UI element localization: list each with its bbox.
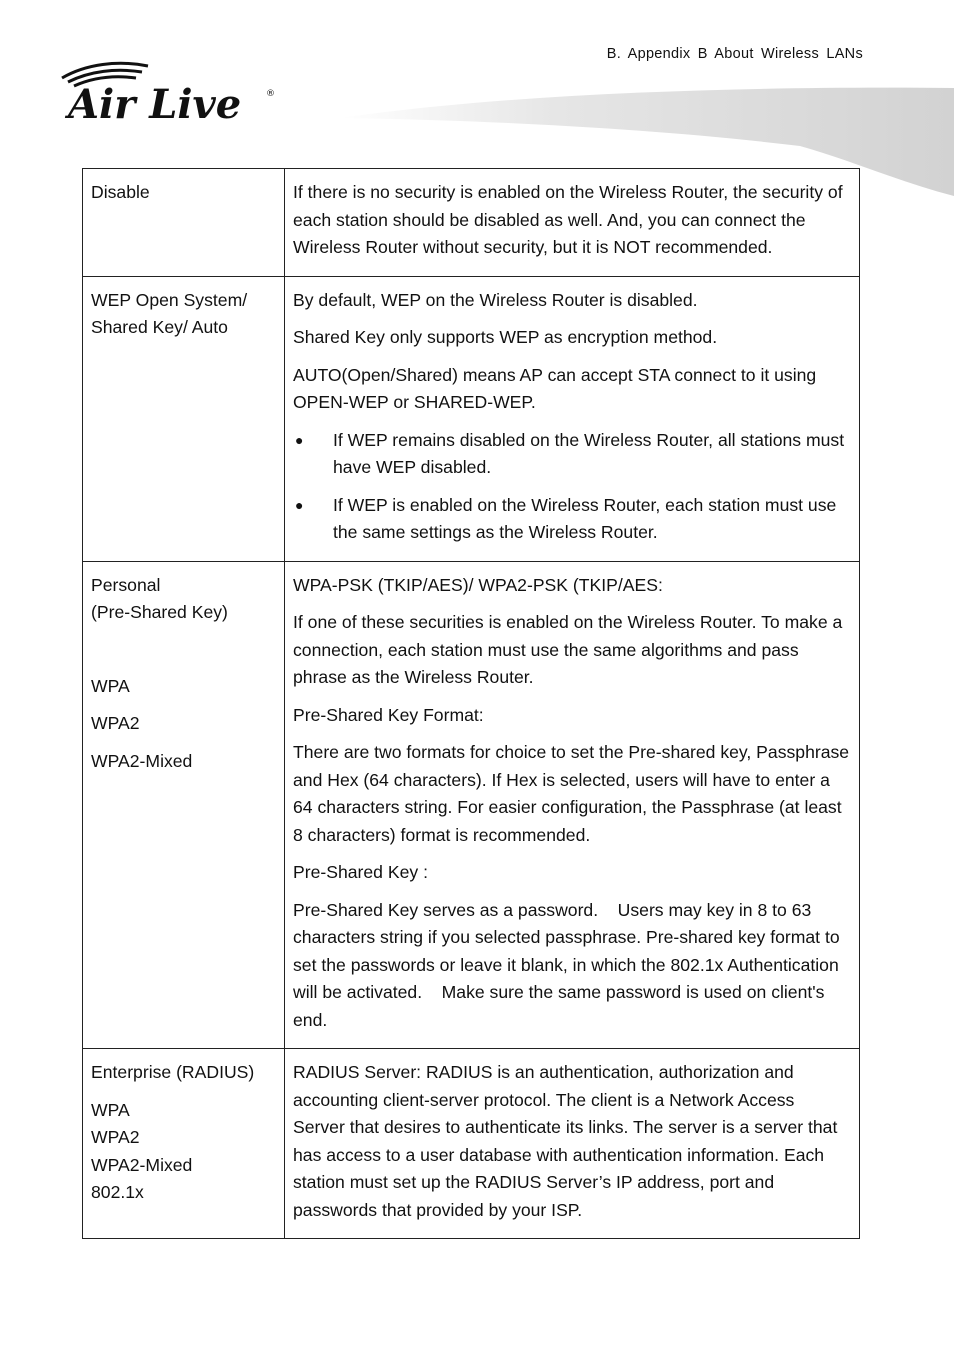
description-paragraph: There are two formats for choice to set the Pre-shared key, Passphrase and Hex (64 characters). If Hex is selected, users will have to enter a 64 characters string. For easier configuration, the Passphrase (at least 8 characters) format is recommended. <box>293 742 850 845</box>
bullet-icon: ● <box>295 431 304 448</box>
mode-label: Enterprise (RADIUS) <box>91 1062 255 1082</box>
table-row <box>83 169 860 277</box>
description-paragraph: If one of these securities is enabled on the Wireless Router. To make a connection, each station must use the same algorithms and pass phrase as the Wireless Router. <box>293 612 843 687</box>
description-paragraph: RADIUS Server: RADIUS is an authentication, authorization and accounting client-server protocol. The client is a Network Access Server that desires to authenticate its links. The server is a server that has access to a user database with authentication information. Each station must set up the RADIUS Server’s IP address, port and passwords that provided by your ISP. <box>293 1062 838 1220</box>
description-paragraph: By default, WEP on the Wireless Router is disabled. <box>293 289 698 310</box>
mode-cell <box>83 276 285 561</box>
description-paragraph: AUTO(Open/Shared) means AP can accept STA connect to it using OPEN-WEP or SHARED-WEP. <box>293 364 817 412</box>
mode-cell <box>83 561 285 1049</box>
mode-label: Personal <box>91 574 161 595</box>
table-row <box>83 276 860 561</box>
mode-label: 802.1x <box>91 1182 144 1202</box>
bullet-item <box>293 492 851 547</box>
description-paragraph: WPA-PSK (TKIP/AES)/ WPA2-PSK (TKIP/AES: <box>293 574 663 595</box>
svg-text:®: ® <box>266 89 275 99</box>
description-cell <box>285 276 860 561</box>
description-paragraph: Shared Key only supports WEP as encryption method. <box>293 327 718 347</box>
mode-label: WPA <box>91 675 130 696</box>
description-paragraph: Pre-Shared Key serves as a password. Users may key in 8 to 63 characters string if you selected passphrase. Pre-shared key format to set the passwords or leave it blank, in which the 802.1x Authentication will be activated. Make sure the same password is used on client's end. <box>293 899 845 1030</box>
mode-label: WPA2-Mixed <box>91 750 193 771</box>
airlive-logo <box>56 58 282 124</box>
mode-label: WPA2-Mixed <box>91 1154 193 1175</box>
description-cell <box>285 1049 860 1239</box>
description-cell <box>285 169 860 277</box>
mode-label: WPA2 <box>91 713 140 733</box>
bullet-item <box>293 427 851 482</box>
description-paragraph: Pre-Shared Key Format: <box>293 704 484 725</box>
mode-label: WPA2 <box>91 1127 140 1147</box>
security-modes-table <box>82 168 860 1239</box>
mode-label: Disable <box>91 182 150 202</box>
description-paragraph: Pre-Shared Key : <box>293 862 428 882</box>
table-row <box>83 561 860 1049</box>
logo-wordmark: Air Live <box>68 81 242 124</box>
bullet-icon: ● <box>295 496 304 513</box>
bullet-text: If WEP remains disabled on the Wireless Router, all stations must have WEP disabled. <box>333 429 845 477</box>
mode-label: WEP Open System/ Shared Key/ Auto <box>91 289 248 337</box>
description-cell <box>285 561 860 1049</box>
mode-cell <box>83 1049 285 1239</box>
bullet-text: If WEP is enabled on the Wireless Router, each station must use the same settings as the Wireless Router. <box>333 494 837 542</box>
page-header-title: B. Appendix B About Wireless LANs <box>606 46 863 62</box>
mode-label: WPA <box>91 1099 130 1120</box>
table-row <box>83 1049 860 1239</box>
mode-label: (Pre-Shared Key) <box>91 602 228 622</box>
mode-cell <box>83 169 285 277</box>
description-paragraph: If there is no security is enabled on the Wireless Router, the security of each station should be disabled as well. And, you can connect the Wireless Router without security, but it is NOT recommended. <box>293 182 843 257</box>
